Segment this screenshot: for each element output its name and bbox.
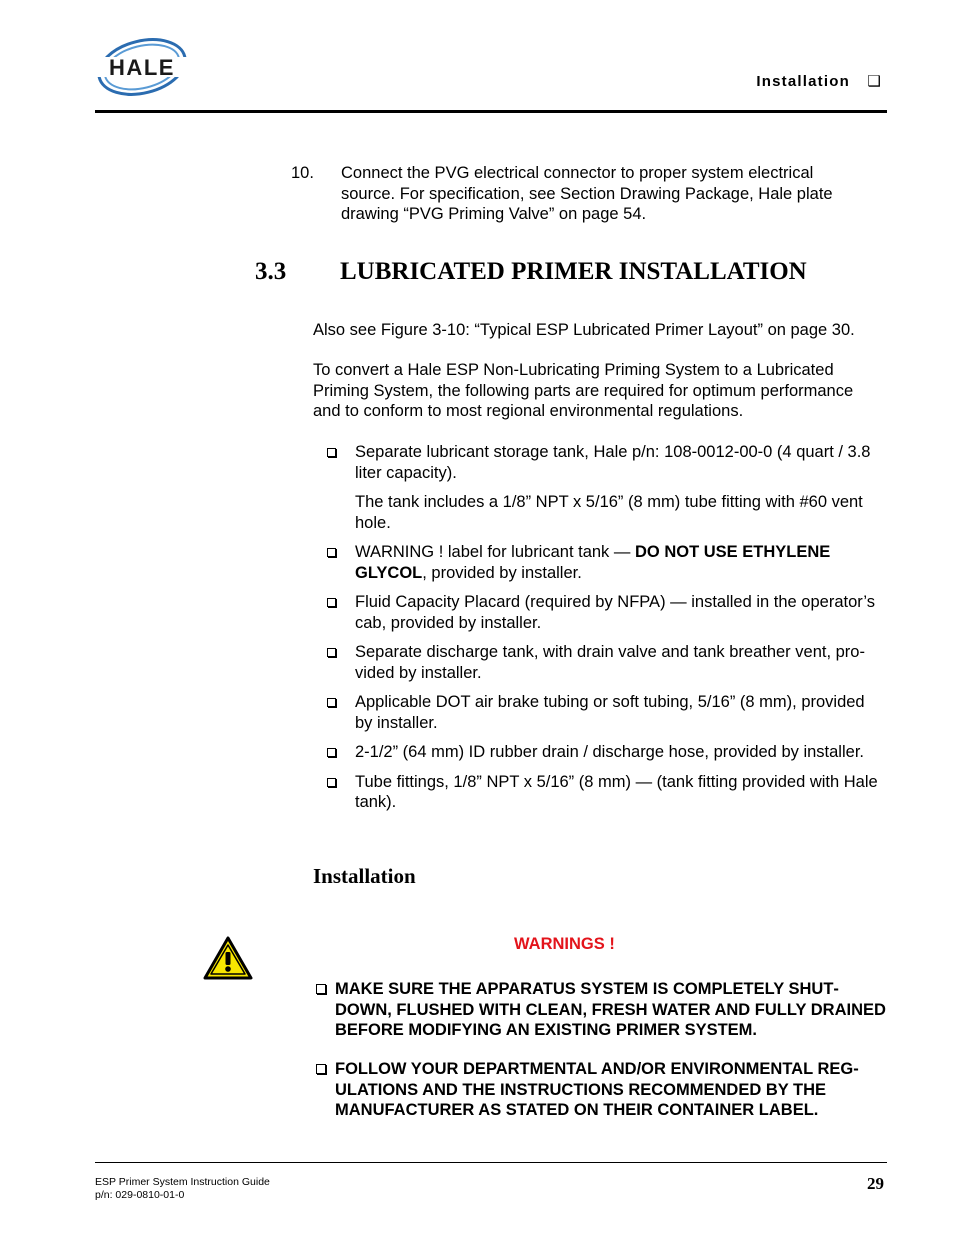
square-bullet-icon	[327, 448, 336, 457]
list-item-text: Separate lubricant storage tank, Hale p/n: 108-0012-00-0 (4 quart / 3.8 liter capacity).	[355, 443, 871, 482]
square-bullet-icon	[327, 548, 336, 557]
footer-document-title: ESP Primer System Instruction Guide	[95, 1176, 270, 1188]
list-item	[324, 442, 886, 533]
list-item	[324, 772, 886, 813]
list-item-text: Separate discharge tank, with drain valve and tank breather vent, provided by installer.	[355, 643, 865, 682]
square-bullet-icon	[327, 648, 336, 657]
list-item	[324, 542, 886, 583]
square-bullet-icon	[316, 984, 326, 994]
list-item-note: The tank includes a 1/8” NPT x 5/16” (8 mm) tube fitting with #60 vent hole.	[355, 493, 863, 532]
square-bullet-icon: ❑	[867, 73, 882, 90]
step-number: 10.	[291, 164, 314, 182]
square-bullet-icon	[327, 778, 336, 787]
square-bullet-icon	[327, 698, 336, 707]
square-bullet-icon	[327, 748, 336, 757]
subsection-heading: Installation	[313, 864, 416, 888]
list-item-text: 2-1/2” (64 mm) ID rubber drain / discharge hose, provided by installer.	[355, 743, 864, 761]
list-item-text: , provided by installer.	[422, 563, 582, 582]
section-title: LUBRICATED PRIMER INSTALLATION	[340, 258, 807, 285]
running-header-title: Installation	[756, 73, 850, 90]
warning-triangle-icon	[203, 936, 253, 980]
footer-rule	[95, 1162, 887, 1163]
warning-text: FOLLOW YOUR DEPARTMENTAL AND/OR ENVIRONMENTAL REGULATIONS AND THE INSTRUCTIONS RECOMMENDED BY THE MANUFACTURER AS STATED ON THEIR CONTAINER LABEL.	[335, 1060, 859, 1119]
list-item	[324, 592, 886, 633]
running-header	[756, 72, 882, 90]
warnings-title: WARNINGS !	[514, 935, 615, 953]
list-item-text: Applicable DOT air brake tubing or soft tubing, 5/16” (8 mm), provided by installer.	[355, 693, 865, 732]
hale-logo	[92, 36, 192, 98]
figure-reference-paragraph: Also see Figure 3-10: “Typical ESP Lubricated Primer Layout” on page 30.	[313, 321, 855, 339]
list-item-emphasis: DO NOT USE ETHYLENE GLYCOL	[355, 543, 831, 582]
header-rule	[95, 110, 887, 113]
intro-paragraph: To convert a Hale ESP Non-Lubricating Priming System to a Lubricated Priming System, the following parts are required for optimum performance and to conform to most regional environmental regulations.	[313, 361, 854, 420]
section-number: 3.3	[255, 258, 287, 285]
square-bullet-icon	[316, 1064, 326, 1074]
footer-part-number: p/n: 029-0810-01-0	[95, 1189, 185, 1201]
page-number: 29	[867, 1174, 884, 1193]
list-item	[324, 742, 886, 763]
warning-text: MAKE SURE THE APPARATUS SYSTEM IS COMPLETELY SHUTDOWN, FLUSHED WITH CLEAN, FRESH WATER AND FULLY DRAINED BEFORE MODIFYING AN EXISTING PRIMER SYSTEM.	[335, 980, 886, 1039]
list-item-text: Fluid Capacity Placard (required by NFPA) — installed in the operator’s cab, provided by installer.	[355, 593, 875, 632]
step-text: Connect the PVG electrical connector to proper system electrical source. For specification, see Section Drawing Package, Hale plate drawing “PVG Priming Valve” on page 54.	[341, 164, 833, 223]
square-bullet-icon	[327, 598, 336, 607]
warning-item	[313, 1059, 888, 1121]
svg-text:HALE: HALE	[109, 55, 175, 80]
list-item	[324, 642, 886, 683]
list-item	[324, 692, 886, 733]
list-item-text: Tube fittings, 1/8” NPT x 5/16” (8 mm) — (tank fitting provided with Hale tank).	[355, 772, 878, 811]
warning-item	[313, 979, 888, 1041]
list-item-text: WARNING ! label for lubricant tank —	[355, 543, 635, 561]
parts-list	[324, 442, 886, 822]
